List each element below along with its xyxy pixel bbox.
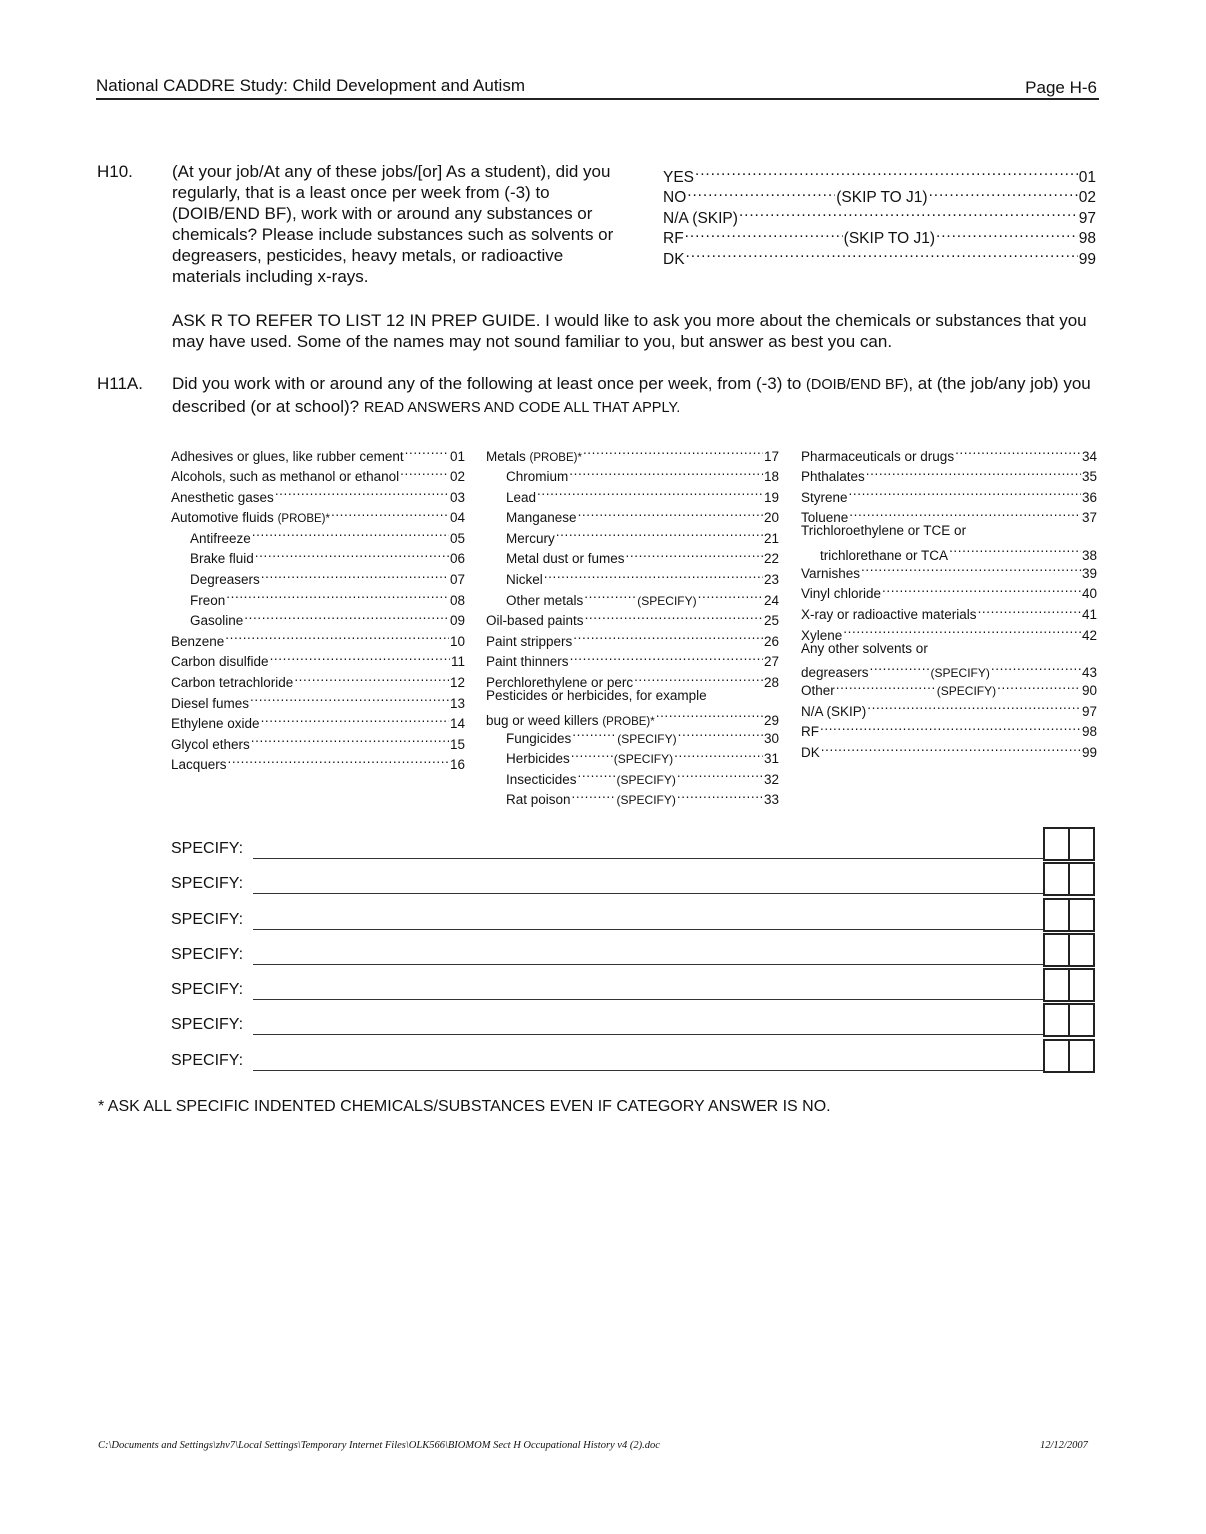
- code-digit-cell[interactable]: [1045, 1041, 1070, 1071]
- leader-dots: [294, 667, 449, 688]
- leader-dots: [572, 722, 616, 743]
- response-label: DK: [663, 250, 685, 268]
- option-label: Alcohols, such as methanol or ethanol: [171, 469, 400, 485]
- option-label: Anesthetic gases: [171, 489, 274, 505]
- specify-row: [171, 933, 1096, 968]
- substance-option[interactable]: [801, 737, 1097, 761]
- interviewer-directive: READ ANSWERS AND CODE ALL THAT APPLY.: [363, 400, 681, 416]
- response-option-dk[interactable]: [663, 243, 1096, 268]
- leader-dots: [955, 440, 1081, 461]
- response-option-no[interactable]: [663, 182, 1096, 206]
- option-code: 12: [449, 675, 465, 691]
- specify-row: [171, 1003, 1096, 1038]
- option-code: 28: [763, 675, 779, 691]
- specify-input[interactable]: [253, 1034, 1043, 1035]
- option-label: Nickel: [506, 572, 543, 588]
- specify-label: SPECIFY:: [171, 875, 244, 893]
- option-code: 21: [763, 530, 779, 546]
- leader-dots: [821, 737, 1081, 758]
- question-h10-text: (At your job/At any of these jobs/[or] As a student), did you regularly, that is a least once per week from (-3) to (DOIB/END BF), work with or around any substances or chemicals? Please include substances such as solvents or degreasers, pesticides, heavy metals, or radioactive materials including x-rays.: [172, 162, 614, 286]
- option-code: 13: [449, 695, 465, 711]
- question-h11a-number: H11A.: [97, 374, 143, 393]
- footer-file-path: C:\Documents and Settings\zhv7\Local Settings\Temporary Internet Files\OLK566\BIOMOM Sect H Occupational History v4 (2).doc: [98, 1440, 660, 1451]
- specify-fields: [171, 827, 1096, 1074]
- leader-dots: [677, 784, 763, 805]
- option-code: 40: [1081, 586, 1097, 602]
- code-digit-cell[interactable]: [1070, 935, 1093, 965]
- leader-dots: [849, 481, 1081, 502]
- response-code: 01: [1078, 168, 1096, 186]
- substance-option[interactable]: [801, 657, 1097, 681]
- specify-row: [171, 968, 1096, 1003]
- substance-option[interactable]: [801, 695, 1097, 719]
- option-code: 16: [449, 757, 465, 773]
- code-digit-cell[interactable]: [1070, 829, 1093, 859]
- code-digit-cell[interactable]: [1045, 1005, 1070, 1035]
- option-label: Adhesives or glues, like rubber cement: [171, 448, 404, 464]
- leader-dots: [270, 646, 450, 667]
- leader-dots: [261, 564, 449, 585]
- question-text-caps: (DOIB/END BF): [806, 377, 909, 393]
- leader-dots: [255, 543, 449, 564]
- option-code: 10: [449, 633, 465, 649]
- code-digit-cell[interactable]: [1070, 970, 1093, 1000]
- specify-marker: (SPECIFY): [616, 793, 676, 808]
- leader-dots: [252, 522, 449, 543]
- option-code: 36: [1081, 489, 1097, 505]
- specify-row: [171, 1039, 1096, 1074]
- option-label: Pharmaceuticals or drugs: [801, 448, 955, 464]
- leader-dots: [275, 481, 449, 502]
- leader-dots: [400, 461, 449, 482]
- substance-list-column-1: [171, 440, 465, 773]
- code-digit-cell[interactable]: [1070, 864, 1093, 894]
- option-label: Other: [801, 683, 835, 699]
- option-code: 14: [449, 716, 465, 732]
- code-entry-box[interactable]: [1043, 862, 1095, 896]
- leader-dots: [585, 605, 763, 626]
- leader-dots: [578, 763, 616, 784]
- option-code: 03: [449, 489, 465, 505]
- option-code: 99: [1081, 745, 1097, 761]
- option-code: 30: [763, 730, 779, 746]
- code-digit-cell[interactable]: [1045, 970, 1070, 1000]
- specify-marker: (SPECIFY): [613, 752, 674, 767]
- option-code: 38: [1081, 547, 1097, 563]
- response-code: 98: [1078, 230, 1096, 247]
- leader-dots: [556, 522, 763, 543]
- skip-instruction: (SKIP TO J1): [843, 230, 935, 247]
- leader-dots: [569, 461, 763, 482]
- leader-dots: [584, 584, 636, 605]
- code-entry-box[interactable]: [1043, 968, 1095, 1002]
- leader-dots: [936, 223, 1078, 244]
- specify-marker: (SPECIFY): [637, 593, 697, 608]
- code-digit-cell[interactable]: [1045, 864, 1070, 894]
- leader-dots: [866, 461, 1081, 482]
- option-label: Gasoline: [190, 613, 244, 629]
- option-label: Manganese: [506, 510, 577, 526]
- leader-dots: [843, 619, 1081, 640]
- option-code: 08: [449, 592, 465, 608]
- leader-dots: [544, 564, 763, 585]
- option-label: Oil-based paints: [486, 613, 584, 629]
- option-code: 11: [450, 654, 465, 670]
- specify-marker: (SPECIFY): [617, 731, 677, 746]
- specify-label: SPECIFY:: [171, 945, 244, 963]
- option-code: 29: [763, 712, 779, 728]
- leader-dots: [226, 584, 449, 605]
- response-label: NO: [663, 189, 687, 206]
- response-option-na[interactable]: [663, 202, 1096, 227]
- option-code: 31: [763, 751, 779, 767]
- option-code: 06: [449, 551, 465, 567]
- option-label: Antifreeze: [190, 530, 251, 546]
- code-digit-cell[interactable]: [1045, 900, 1070, 930]
- option-code: 23: [763, 572, 779, 588]
- leader-dots: [573, 625, 763, 646]
- code-digit-cell[interactable]: [1070, 1005, 1093, 1035]
- leader-dots: [686, 243, 1078, 264]
- substance-option[interactable]: [801, 539, 1097, 563]
- specify-input[interactable]: [253, 964, 1043, 965]
- specify-row: [171, 862, 1096, 897]
- response-code: 97: [1078, 209, 1096, 227]
- leader-dots: [228, 749, 449, 770]
- leader-dots: [698, 584, 763, 605]
- code-entry-box[interactable]: [1043, 933, 1095, 967]
- response-option-rf[interactable]: [663, 223, 1096, 247]
- substance-list-column-2: [486, 440, 779, 808]
- response-label: RF: [663, 230, 684, 247]
- substance-option[interactable]: [486, 704, 779, 728]
- option-code: 39: [1081, 565, 1097, 581]
- option-label: Freon: [190, 592, 226, 608]
- code-digit-cell[interactable]: [1045, 829, 1070, 859]
- leader-dots: [849, 502, 1081, 523]
- option-label: Brake fluid: [190, 551, 254, 567]
- leader-dots: [867, 695, 1081, 716]
- leader-dots: [978, 599, 1081, 620]
- option-label-first-line: Trichloroethylene or TCE or: [801, 523, 967, 539]
- page-number: Page H-6: [1025, 78, 1097, 97]
- option-label: Benzene: [171, 633, 225, 649]
- code-digit-cell[interactable]: [1045, 935, 1070, 965]
- code-digit-cell[interactable]: [1070, 900, 1093, 930]
- question-h11a-text: [172, 373, 1092, 419]
- question-text-part: Did you work with or around any of the following at least once per week, from (-3) to: [172, 374, 807, 393]
- option-label: Carbon tetrachloride: [171, 675, 294, 691]
- option-label: Insecticides: [506, 771, 577, 787]
- question-h10-number: H10.: [97, 162, 133, 181]
- leader-dots: [695, 161, 1078, 182]
- leader-dots: [405, 440, 449, 461]
- leader-dots: [674, 743, 763, 764]
- option-code: 18: [763, 469, 779, 485]
- code-entry-box[interactable]: [1043, 1003, 1095, 1037]
- question-text-part: , at (the job/any job) you described (or at school)?: [172, 374, 1091, 416]
- specify-label: SPECIFY:: [171, 1051, 244, 1069]
- response-label: N/A (SKIP): [663, 209, 738, 227]
- leader-dots: [739, 202, 1078, 223]
- option-label: DK: [801, 745, 820, 761]
- option-label: bug or weed killers: [486, 712, 599, 728]
- specify-input[interactable]: [253, 1070, 1043, 1071]
- specify-label: SPECIFY:: [171, 1016, 244, 1034]
- code-entry-box[interactable]: [1043, 1039, 1095, 1073]
- option-label: Ethylene oxide: [171, 716, 260, 732]
- option-label: Toluene: [801, 510, 849, 526]
- option-label: Diesel fumes: [171, 695, 250, 711]
- option-code: 25: [763, 613, 779, 629]
- leader-dots: [626, 543, 763, 564]
- leader-dots: [261, 708, 449, 729]
- leader-dots: [251, 728, 449, 749]
- leader-dots: [861, 557, 1081, 578]
- substance-list-column-3: [801, 440, 1097, 761]
- option-label: Rat poison: [506, 792, 571, 808]
- option-code: 27: [763, 654, 779, 670]
- code-entry-box[interactable]: [1043, 898, 1095, 932]
- leader-dots: [687, 182, 835, 203]
- response-code: 99: [1078, 250, 1096, 268]
- specify-label: SPECIFY:: [171, 910, 244, 928]
- response-code: 02: [1078, 189, 1096, 206]
- leader-dots: [583, 440, 763, 461]
- interviewer-instruction: ASK R TO REFER TO LIST 12 IN PREP GUIDE. I would like to ask you more about the chemicals or substances that you may have used. Some of the names may not sound familiar to you, but answer as best you can.: [172, 311, 1087, 351]
- option-code: 97: [1081, 703, 1097, 719]
- option-code: 17: [763, 448, 779, 464]
- specify-row: [171, 827, 1096, 862]
- option-label: Herbicides: [506, 751, 570, 767]
- option-label: Carbon disulfide: [171, 654, 269, 670]
- response-label: YES: [663, 168, 695, 186]
- probe-marker: (PROBE)*: [277, 513, 330, 526]
- footer-date: 12/12/2007: [1040, 1440, 1088, 1451]
- option-code: 41: [1081, 607, 1097, 623]
- specify-row: [171, 898, 1096, 933]
- option-label: Fungicides: [506, 730, 572, 746]
- code-digit-cell[interactable]: [1070, 1041, 1093, 1071]
- option-label: Automotive fluids: [171, 510, 274, 526]
- code-entry-box[interactable]: [1043, 827, 1095, 861]
- option-label-first-line: Any other solvents or: [801, 640, 928, 656]
- option-label: Mercury: [506, 530, 555, 546]
- option-code: 35: [1081, 469, 1097, 485]
- option-code: 04: [449, 510, 465, 526]
- specify-marker: (SPECIFY): [936, 684, 997, 699]
- specify-input[interactable]: [253, 929, 1043, 930]
- option-label: Degreasers: [190, 572, 260, 588]
- option-label-first-line: Pesticides or herbicides, for example: [486, 688, 707, 704]
- document-title: National CADDRE Study: Child Development and Autism: [96, 76, 525, 95]
- option-code: 24: [763, 592, 779, 608]
- specify-input[interactable]: [253, 858, 1043, 859]
- option-code: 32: [763, 771, 779, 787]
- option-code: 90: [1081, 683, 1097, 699]
- substance-option[interactable]: [171, 440, 465, 464]
- option-code: 98: [1081, 724, 1097, 740]
- option-code: 43: [1081, 665, 1097, 681]
- leader-dots: [882, 578, 1081, 599]
- option-label: Varnishes: [801, 565, 861, 581]
- substance-option[interactable]: [486, 440, 779, 464]
- leader-dots: [572, 784, 616, 805]
- specify-label: SPECIFY:: [171, 981, 244, 999]
- option-code: 15: [449, 736, 465, 752]
- option-label: Metals: [486, 448, 526, 464]
- option-label: Styrene: [801, 489, 848, 505]
- option-code: 01: [449, 448, 465, 464]
- leader-dots: [537, 481, 763, 502]
- option-label: Perchlorethylene or perc: [486, 675, 634, 691]
- leader-dots: [250, 687, 449, 708]
- page-header: [96, 72, 1099, 100]
- option-code: 26: [763, 633, 779, 649]
- skip-instruction: (SKIP TO J1): [836, 189, 928, 206]
- leader-dots: [836, 675, 936, 696]
- option-code: 34: [1081, 448, 1097, 464]
- substance-option[interactable]: [801, 619, 1097, 643]
- probe-marker: (PROBE)*: [602, 715, 655, 728]
- option-code: 22: [763, 551, 779, 567]
- option-code: 07: [449, 572, 465, 588]
- option-label: trichlorethane or TCA: [820, 547, 949, 563]
- specify-input[interactable]: [253, 893, 1043, 894]
- response-option-yes[interactable]: [663, 161, 1096, 186]
- option-code: 05: [449, 530, 465, 546]
- option-label: Glycol ethers: [171, 736, 250, 752]
- leader-dots: [244, 605, 449, 626]
- leader-dots: [997, 675, 1081, 696]
- leader-dots: [634, 667, 763, 688]
- option-label: Vinyl chloride: [801, 586, 882, 602]
- option-label: RF: [801, 724, 819, 740]
- leader-dots: [820, 716, 1081, 737]
- option-code: 37: [1081, 510, 1097, 526]
- option-label: Metal dust or fumes: [506, 551, 625, 567]
- option-label: X-ray or radioactive materials: [801, 607, 977, 623]
- specify-marker: (SPECIFY): [930, 666, 990, 681]
- option-label: degreasers: [801, 665, 869, 681]
- option-label: Chromium: [506, 469, 569, 485]
- leader-dots: [929, 182, 1078, 203]
- leader-dots: [678, 722, 763, 743]
- leader-dots: [685, 223, 843, 244]
- leader-dots: [571, 743, 613, 764]
- option-label: Phthalates: [801, 469, 865, 485]
- specify-marker: (SPECIFY): [616, 772, 676, 787]
- specify-input[interactable]: [253, 999, 1043, 1000]
- option-code: 33: [763, 792, 779, 808]
- footnote: * ASK ALL SPECIFIC INDENTED CHEMICALS/SUBSTANCES EVEN IF CATEGORY ANSWER IS NO.: [98, 1098, 831, 1115]
- substance-option[interactable]: [801, 440, 1097, 464]
- leader-dots: [225, 625, 449, 646]
- option-label: Paint thinners: [486, 654, 569, 670]
- substance-option[interactable]: [801, 716, 1097, 740]
- probe-marker: (PROBE)*: [529, 451, 582, 464]
- option-label: N/A (SKIP): [801, 703, 867, 719]
- option-label: Other metals: [506, 592, 584, 608]
- option-code: 20: [763, 510, 779, 526]
- option-code: 19: [763, 489, 779, 505]
- option-label: Lacquers: [171, 757, 227, 773]
- option-label: Lead: [506, 489, 537, 505]
- leader-dots: [570, 646, 763, 667]
- option-label: Xylene: [801, 627, 843, 643]
- option-code: 42: [1081, 627, 1097, 643]
- option-code: 02: [449, 469, 465, 485]
- leader-dots: [331, 502, 449, 523]
- option-code: 09: [449, 613, 465, 629]
- leader-dots: [677, 763, 763, 784]
- option-label: Paint strippers: [486, 633, 573, 649]
- specify-label: SPECIFY:: [171, 840, 244, 857]
- h10-response-options: [663, 161, 1096, 268]
- leader-dots: [578, 502, 763, 523]
